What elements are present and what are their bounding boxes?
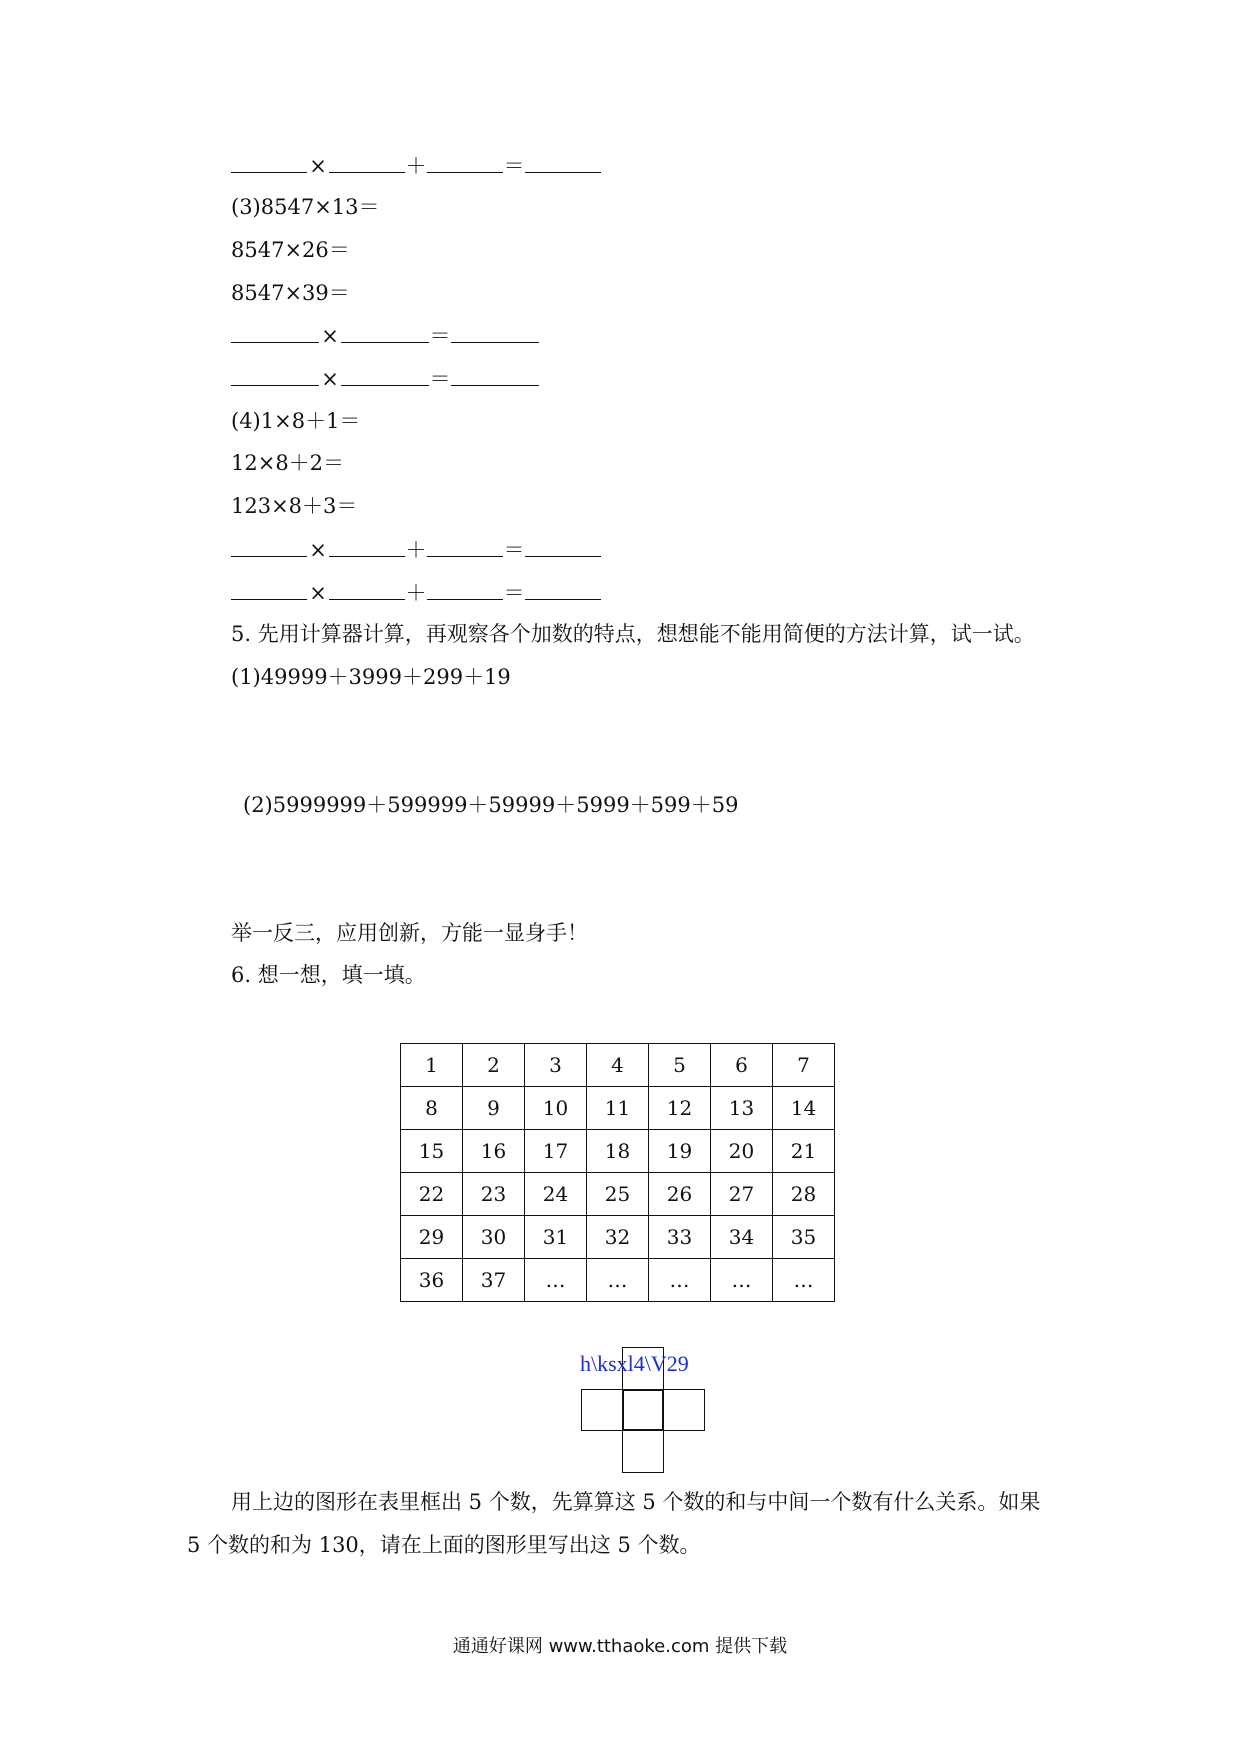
question-5-text: 5. 先用计算器计算，再观察各个加数的特点，想想能不能用简便的方法计算，试一试。: [231, 622, 1035, 646]
table-cell: 15: [401, 1130, 463, 1173]
question-6-instruction-line1: 用上边的图形在表里框出 5 个数，先算算这 5 个数的和与中间一个数有什么关系。如果: [231, 1490, 1041, 1514]
table-cell: 12: [649, 1087, 711, 1130]
table-cell: 26: [649, 1173, 711, 1216]
problem-3-line3: 8547×39＝: [231, 281, 350, 305]
problem-3-fill-row: × ＝: [231, 363, 539, 394]
table-cell: 23: [463, 1173, 525, 1216]
number-table: [400, 1043, 835, 1302]
table-cell: 32: [587, 1216, 649, 1259]
blank-field[interactable]: [231, 577, 307, 600]
table-cell: 9: [463, 1087, 525, 1130]
table-cell: …: [773, 1259, 835, 1302]
problem-4-fill-row: × ＋ ＝: [231, 577, 601, 608]
table-cell: 22: [401, 1173, 463, 1216]
table-cell: 6: [711, 1044, 773, 1087]
section-heading: 举一反三，应用创新，方能一显身手！: [231, 921, 588, 945]
top-fill-row: × ＋ ＝: [231, 150, 601, 181]
blank-field[interactable]: [525, 577, 601, 600]
problem-3-line2: 8547×26＝: [231, 238, 350, 262]
table-cell: 4: [587, 1044, 649, 1087]
blank-field[interactable]: [231, 534, 307, 557]
table-cell: 29: [401, 1216, 463, 1259]
blank-field[interactable]: [329, 150, 405, 173]
table-cell: 18: [587, 1130, 649, 1173]
table-cell: 34: [711, 1216, 773, 1259]
problem-3-fill-row: × ＝: [231, 320, 539, 351]
table-row: [401, 1173, 835, 1216]
table-row: [401, 1044, 835, 1087]
table-cell: …: [649, 1259, 711, 1302]
table-cell: 17: [525, 1130, 587, 1173]
watermark-text: h\ksxl4\V29: [580, 1351, 689, 1376]
table-cell: 3: [525, 1044, 587, 1087]
table-cell: 16: [463, 1130, 525, 1173]
table-cell: 31: [525, 1216, 587, 1259]
table-cell: 21: [773, 1130, 835, 1173]
question-6-instruction-line2: 5 个数的和为 130，请在上面的图形里写出这 5 个数。: [187, 1533, 701, 1557]
table-cell: 10: [525, 1087, 587, 1130]
blank-field[interactable]: [341, 320, 429, 343]
cross-cell-center[interactable]: [622, 1389, 664, 1431]
blank-field[interactable]: [231, 150, 307, 173]
table-cell: 19: [649, 1130, 711, 1173]
table-row: [401, 1259, 835, 1302]
cross-cell-right[interactable]: [662, 1389, 705, 1431]
blank-field[interactable]: [525, 150, 601, 173]
table-cell: 2: [463, 1044, 525, 1087]
table-row: [401, 1216, 835, 1259]
blank-field[interactable]: [451, 363, 539, 386]
blank-field[interactable]: [329, 577, 405, 600]
table-cell: 25: [587, 1173, 649, 1216]
table-cell: 27: [711, 1173, 773, 1216]
table-cell: 37: [463, 1259, 525, 1302]
table-cell: 35: [773, 1216, 835, 1259]
cross-cell-left[interactable]: [581, 1389, 624, 1431]
table-cell: 33: [649, 1216, 711, 1259]
blank-field[interactable]: [231, 320, 319, 343]
table-row: [401, 1130, 835, 1173]
table-row: [401, 1087, 835, 1130]
blank-field[interactable]: [427, 150, 503, 173]
blank-field[interactable]: [329, 534, 405, 557]
table-cell: 20: [711, 1130, 773, 1173]
table-cell: …: [711, 1259, 773, 1302]
problem-4-line2: 12×8＋2＝: [231, 451, 345, 475]
table-cell: 36: [401, 1259, 463, 1302]
problem-3-label: (3)8547×13＝: [231, 195, 380, 219]
blank-field[interactable]: [427, 577, 503, 600]
cross-cell-bottom[interactable]: [622, 1429, 664, 1473]
table-cell: …: [525, 1259, 587, 1302]
table-cell: 7: [773, 1044, 835, 1087]
question-5-part-1: (1)49999＋3999＋299＋19: [231, 665, 511, 689]
table-cell: 24: [525, 1173, 587, 1216]
blank-field[interactable]: [525, 534, 601, 557]
table-cell: 11: [587, 1087, 649, 1130]
table-cell: …: [587, 1259, 649, 1302]
table-cell: 28: [773, 1173, 835, 1216]
problem-4-fill-row: × ＋ ＝: [231, 534, 601, 565]
table-cell: 30: [463, 1216, 525, 1259]
table-cell: 5: [649, 1044, 711, 1087]
problem-4-line3: 123×8＋3＝: [231, 494, 358, 518]
question-6-text: 6. 想一想，填一填。: [231, 963, 426, 987]
blank-field[interactable]: [341, 363, 429, 386]
blank-field[interactable]: [231, 363, 319, 386]
blank-field[interactable]: [451, 320, 539, 343]
blank-field[interactable]: [427, 534, 503, 557]
question-5-part-2: (2)5999999＋599999＋59999＋5999＋599＋59: [243, 793, 739, 817]
problem-4-label: (4)1×8＋1＝: [231, 409, 361, 433]
table-cell: 14: [773, 1087, 835, 1130]
table-cell: 1: [401, 1044, 463, 1087]
page-footer: 通通好课网 www.tthaoke.com 提供下载: [452, 1636, 788, 1657]
table-cell: 13: [711, 1087, 773, 1130]
table-cell: 8: [401, 1087, 463, 1130]
